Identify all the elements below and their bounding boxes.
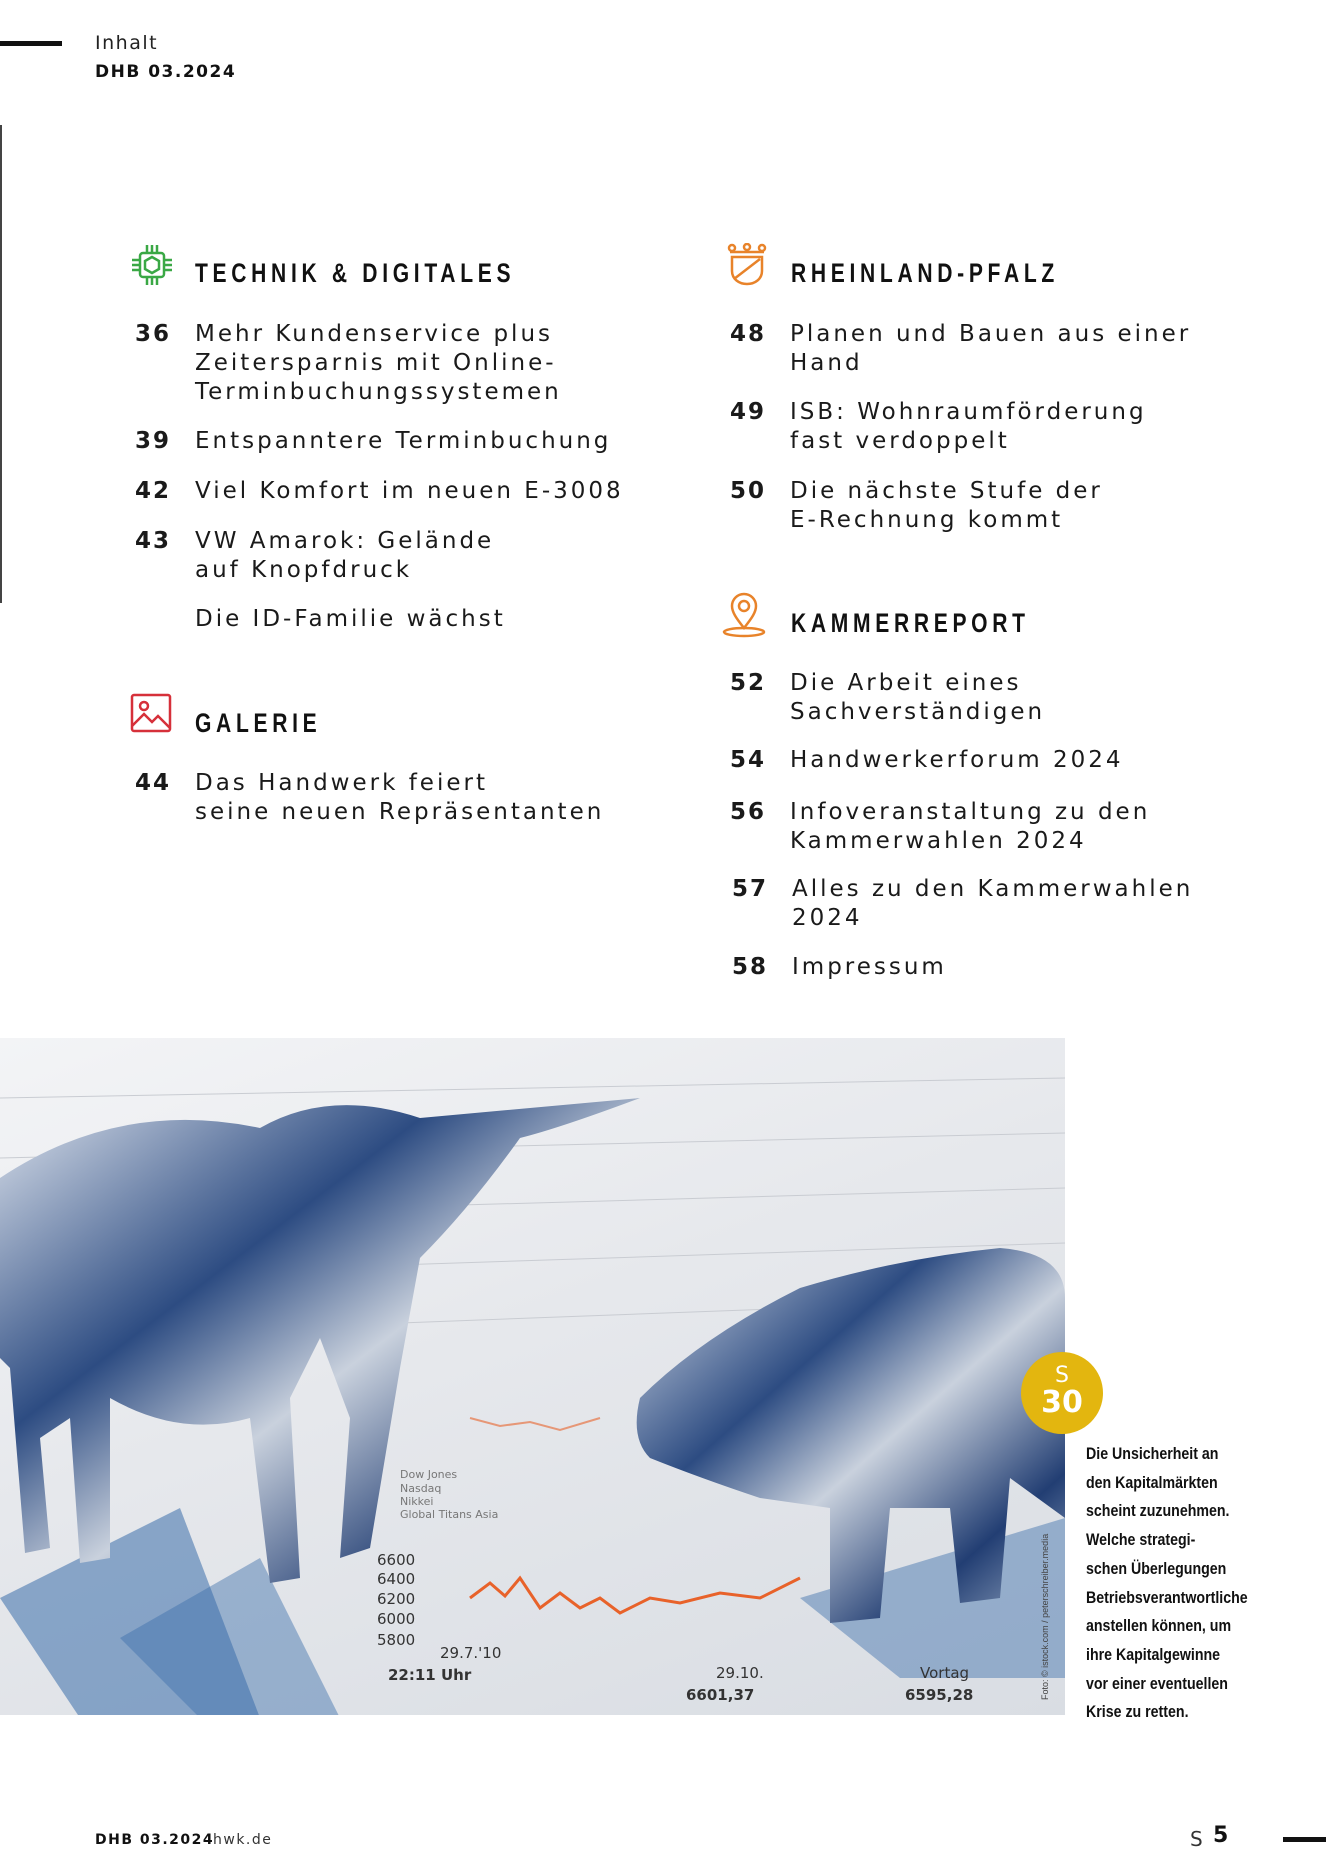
chart-tick: 6600 (377, 1551, 416, 1569)
entry-title: Impressum (792, 954, 947, 980)
toc-entry[interactable] (730, 398, 1147, 456)
map-pin-icon (722, 592, 766, 642)
toc-entry[interactable] (730, 746, 1124, 775)
chart-label: Nasdaq (400, 1482, 442, 1495)
page-number: 57 (732, 876, 769, 902)
toc-entry[interactable] (730, 798, 1150, 856)
bottom-rule (1283, 1837, 1326, 1842)
chart-time: 22:11 Uhr (388, 1666, 472, 1684)
entry-title: ISB: Wohnraumförderung fast verdoppelt (790, 399, 1147, 454)
entry-title: Planen und Bauen aus einer Hand (790, 321, 1192, 376)
toc-entry[interactable] (135, 320, 562, 407)
entry-title: Mehr Kundenservice plus Zeitersparnis mit Online- Terminbuchungssystemen (195, 321, 562, 405)
chart-label: Nikkei (400, 1495, 434, 1508)
toc-entry[interactable] (135, 477, 624, 506)
page-number: 39 (135, 428, 172, 454)
toc-entry[interactable] (135, 769, 604, 827)
footer-site[interactable]: hwk.de (213, 1832, 273, 1848)
entry-title: VW Amarok: Gelände auf Knopfdruck (195, 528, 495, 583)
issue-label: DHB 03.2024 (95, 62, 237, 82)
chart-tick: 6200 (377, 1590, 416, 1608)
margin-rule (0, 125, 2, 603)
top-rule (0, 41, 62, 46)
page-number: 48 (730, 321, 767, 347)
footer-issue: DHB 03.2024 (95, 1832, 215, 1848)
badge-prefix: S (1055, 1363, 1069, 1388)
page-number: 56 (730, 799, 767, 825)
badge-page: 30 (1041, 1385, 1083, 1420)
chart-value: 6601,37 (686, 1686, 755, 1704)
toc-entry[interactable] (730, 477, 1103, 535)
toc-entry[interactable] (732, 875, 1193, 933)
footer-page-prefix: S (1190, 1827, 1203, 1851)
chart-tick: 6400 (377, 1570, 416, 1588)
chart-label: Dow Jones (400, 1468, 458, 1481)
entry-title: Die Arbeit eines Sachverständigen (790, 670, 1046, 725)
entry-title: Alles zu den Kammerwahlen 2024 (792, 876, 1194, 931)
image-icon (130, 692, 172, 738)
toc-entry[interactable] (732, 953, 947, 982)
chart-label: Global Titans Asia (400, 1508, 499, 1521)
chip-icon (130, 243, 174, 291)
bull-bear-photo (0, 1038, 1065, 1715)
toc-entry[interactable] (730, 669, 1045, 727)
chart-date: 29.7.'10 (440, 1644, 502, 1662)
entry-title: Entspanntere Terminbuchung (195, 428, 612, 454)
feature-caption: Die Unsicherheit an den Kapitalmärkten scheint zuzunehmen. Welche strategi- schen Überlegungen Betriebsverantwortliche anstellen können, um ihre Kapitalgewinne vor einer eventuellen Krise zu retten. (1086, 1445, 1248, 1722)
chart-tick: 5800 (377, 1631, 416, 1649)
page-number: 49 (730, 399, 767, 425)
page-number: 43 (135, 528, 172, 554)
photo-credit: Foto: © istock.com / peterschreiber.media (1040, 1533, 1050, 1700)
page-number: 50 (730, 478, 767, 504)
page-number: 52 (730, 670, 767, 696)
footer-page-number: 5 (1213, 1823, 1229, 1848)
chart-date: 29.10. (716, 1664, 764, 1682)
page-number: 54 (730, 747, 767, 773)
section-title-galerie: GALERIE (195, 708, 322, 738)
section-title-technik: TECHNIK & DIGITALES (195, 258, 516, 288)
entry-title: Infoveranstaltung zu den Kammerwahlen 2024 (790, 799, 1151, 854)
toc-entry[interactable] (730, 320, 1191, 378)
section-title-rlp: RHEINLAND-PFALZ (791, 258, 1059, 288)
entry-title: Viel Komfort im neuen E-3008 (195, 478, 624, 504)
entry-title: Das Handwerk feiert seine neuen Repräsentanten (195, 770, 605, 825)
section-title-kammer: KAMMERREPORT (791, 608, 1030, 638)
page-number (135, 605, 195, 634)
entry-title: Die ID-Familie wächst (195, 606, 506, 632)
page-number: 36 (135, 321, 172, 347)
toc-entry[interactable] (135, 427, 611, 456)
chart-label: Vortag (920, 1664, 970, 1682)
page-number: 44 (135, 770, 172, 796)
entry-title: Die nächste Stufe der E-Rechnung kommt (790, 478, 1103, 533)
toc-entry[interactable] (135, 527, 494, 585)
chart-value: 6595,28 (905, 1686, 974, 1704)
page-badge[interactable] (1021, 1352, 1103, 1434)
page-number: 42 (135, 478, 172, 504)
page-number: 58 (732, 954, 769, 980)
chart-tick: 6000 (377, 1610, 416, 1628)
entry-title: Handwerkerforum 2024 (790, 747, 1124, 773)
section-label: Inhalt (95, 32, 159, 54)
toc-entry[interactable] (135, 605, 506, 634)
crown-shield-icon (726, 243, 768, 291)
